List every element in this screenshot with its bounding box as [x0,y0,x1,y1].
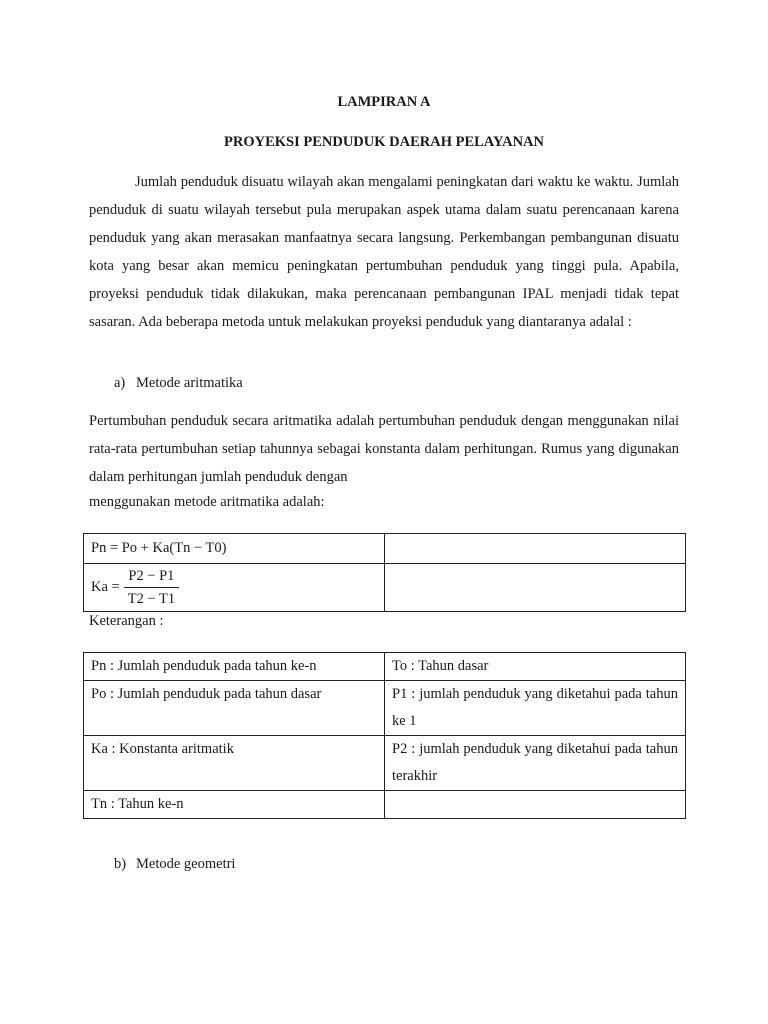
formula-ka-denominator: T2 − T1 [127,591,176,607]
formula-empty-cell [385,564,686,612]
section-a-marker: a) [114,375,126,391]
page-subtitle: PROYEKSI PENDUDUK DAERAH PELAYANAN [224,134,544,150]
keterangan-label: Keterangan : [89,613,164,629]
keterangan-row [84,736,686,791]
page-title: LAMPIRAN A [337,94,431,110]
keterangan-cell: Ka : Konstanta aritmatik [84,736,385,791]
keterangan-cell [385,791,686,819]
keterangan-cell: Tn : Tahun ke-n [84,791,385,819]
formula-pn: Pn = Po + Ka(Tn − T0) [91,540,227,556]
section-b-marker: b) [114,856,127,872]
keterangan-row [84,791,686,819]
formula-table [83,533,686,612]
formula-row [84,564,686,612]
formula-cell [84,564,385,612]
aritmatika-paragraph-continued: menggunakan metode aritmatika adalah: [89,494,325,510]
section-a-heading [114,375,243,392]
keterangan-cell: To : Tahun dasar [385,653,686,681]
keterangan-cell: Po : Jumlah penduduk pada tahun dasar [84,681,385,736]
aritmatika-paragraph: Pertumbuhan penduduk secara aritmatika adalah pertumbuhan penduduk dengan menggunakan nilai rata-rata pertumbuhan setiap tahunnya sebagai konstanta dalam perhitungan. Rumus yang digunakan dalam perhitungan jumlah penduduk dengan [89,413,679,485]
formula-empty-cell [385,534,686,564]
formula-cell [84,534,385,564]
formula-ka-numerator: P2 − P1 [124,567,179,588]
keterangan-cell: Pn : Jumlah penduduk pada tahun ke-n [84,653,385,681]
keterangan-cell: P1 : jumlah penduduk yang diketahui pada tahun ke 1 [385,681,686,736]
section-a-label: Metode aritmatika [136,375,243,391]
keterangan-row [84,653,686,681]
keterangan-row [84,681,686,736]
keterangan-table [83,652,686,819]
section-b-label: Metode geometri [136,856,236,872]
formula-row [84,534,686,564]
formula-ka-fraction [124,567,179,608]
section-b-heading [114,856,235,873]
intro-paragraph: Jumlah penduduk disuatu wilayah akan mengalami peningkatan dari waktu ke waktu. Jumlah penduduk di suatu wilayah tersebut pula merupakan aspek utama dalam suatu perencanaan karena penduduk yang akan merasakan manfaatnya secara langsung. Perkembangan pembangunan disuatu kota yang besar akan memicu peningkatan pertumbuhan penduduk yang tinggi pula. Apabila, proyeksi penduduk tidak dilakukan, maka perencanaan pembangunan IPAL menjadi tidak tepat sasaran. Ada beberapa metoda untuk melakukan proyeksi penduduk yang diantaranya adalal : [89,174,679,330]
formula-ka-label: Ka = [91,578,120,595]
keterangan-cell: P2 : jumlah penduduk yang diketahui pada tahun terakhir [385,736,686,791]
